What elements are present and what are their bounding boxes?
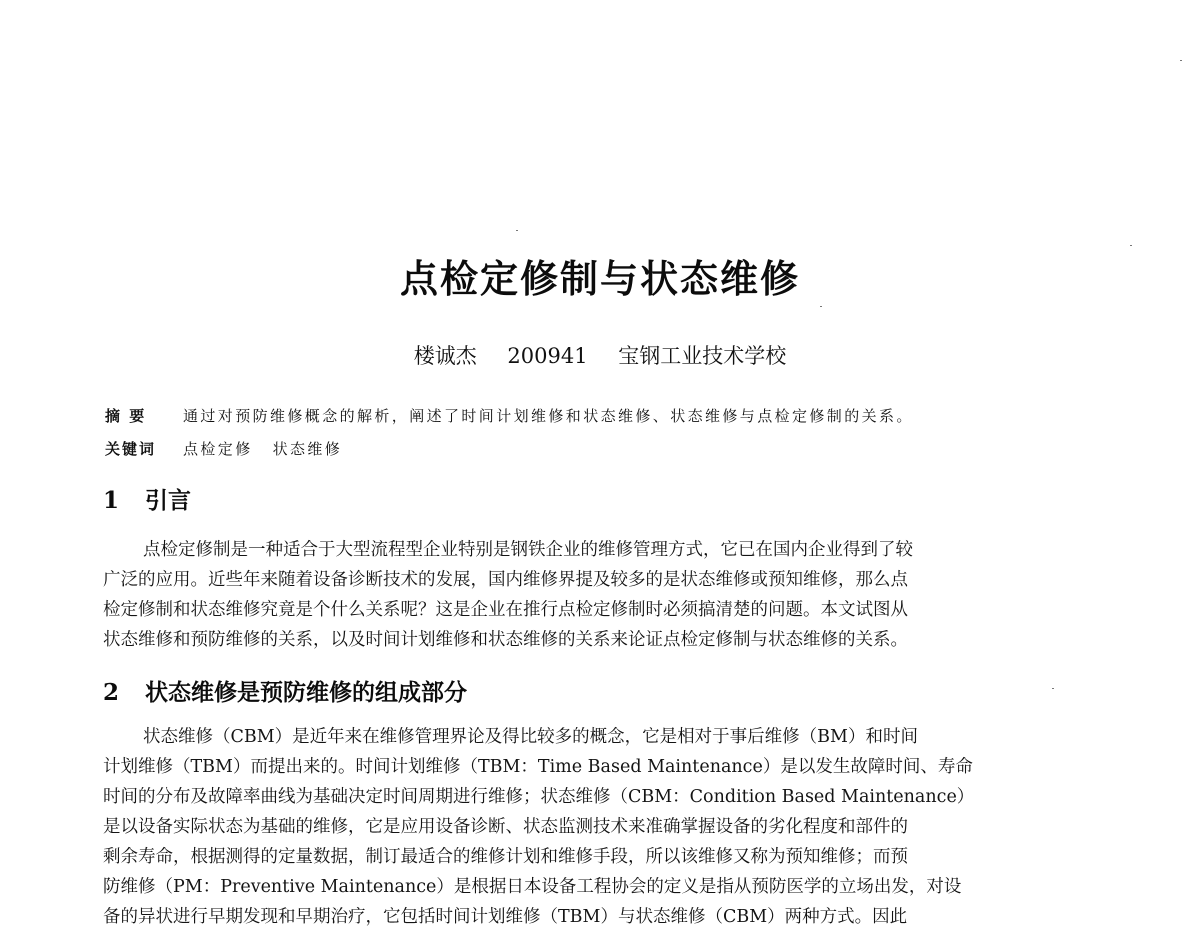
scan-speck: [1180, 60, 1182, 61]
keywords-label: 关键词: [105, 440, 157, 458]
section-heading: [103, 674, 467, 707]
paragraph-line: 是以设备实际状态为基础的维修，它是应用设备诊断、状态监测技术来准确掌握设备的劣化程度和部件的: [103, 817, 908, 837]
paragraph-line: 备的异状进行早期发现和早期治疗，它包括时间计划维修（TBM）与状态维修（CBM）两种方式。因此: [103, 907, 908, 927]
paragraph-line: 防维修（PM：Preventive Maintenance）是根据日本设备工程协会的定义是指从预防医学的立场出发，对设: [103, 877, 962, 897]
paragraph-line: 剩余寿命，根据测得的定量数据，制订最适合的维修计划和维修手段，所以该维修又称为预知维修；而预: [103, 847, 908, 867]
abstract-text: 通过对预防维修概念的解析，阐述了时间计划维修和状态维修、状态维修与点检定修制的关系。: [183, 407, 914, 425]
paragraph-line: 时间的分布及故障率曲线为基础决定时间周期进行维修；状态维修（CBM：Condition Based Maintenance）: [103, 787, 975, 807]
scan-speck: [1052, 688, 1054, 689]
section-title: 状态维修是预防维修的组成部分: [145, 679, 467, 706]
section-title: 引言: [145, 487, 191, 514]
section-paragraph: [103, 535, 1083, 655]
scan-speck: [820, 306, 822, 307]
scan-speck: [1130, 245, 1132, 246]
keywords: [105, 438, 1095, 460]
section-number: 1: [103, 487, 120, 514]
author-name: 楼诚杰: [413, 344, 477, 368]
section-heading: [103, 482, 191, 515]
keyword: 点检定修: [183, 440, 253, 458]
paragraph-line: 状态维修（CBM）是近年来在维修管理界论及得比较多的概念，它是相对于事后维修（BM）和时间: [143, 727, 918, 747]
abstract: [105, 405, 1095, 427]
paper-title: 点检定修制与状态维修: [399, 256, 800, 301]
paragraph-line: 计划维修（TBM）而提出来的。时间计划维修（TBM：Time Based Maintenance）是以发生故障时间、寿命: [103, 757, 973, 777]
abstract-label: 摘 要: [105, 407, 147, 425]
author-postcode: 200941: [507, 344, 588, 368]
scan-speck: [516, 230, 518, 231]
section-number: 2: [103, 679, 120, 706]
paragraph-line: 广泛的应用。近些年来随着设备诊断技术的发展，国内维修界提及较多的是状态维修或预知维修，那么点: [103, 570, 908, 590]
paragraph-line: 检定修制和状态维修究竟是个什么关系呢？这是企业在推行点检定修制时必须搞清楚的问题。本文试图从: [103, 600, 908, 620]
paragraph-line: 点检定修制是一种适合于大型流程型企业特别是钢铁企业的维修管理方式，它已在国内企业得到了较: [143, 540, 913, 560]
section-paragraph: [103, 722, 1083, 932]
author-affiliation: 宝钢工业技术学校: [618, 344, 787, 368]
author-line: [0, 340, 1200, 370]
paragraph-line: 状态维修和预防维修的关系，以及时间计划维修和状态维修的关系来论证点检定修制与状态维修的关系。: [103, 630, 908, 650]
keyword: 状态维修: [272, 440, 343, 458]
